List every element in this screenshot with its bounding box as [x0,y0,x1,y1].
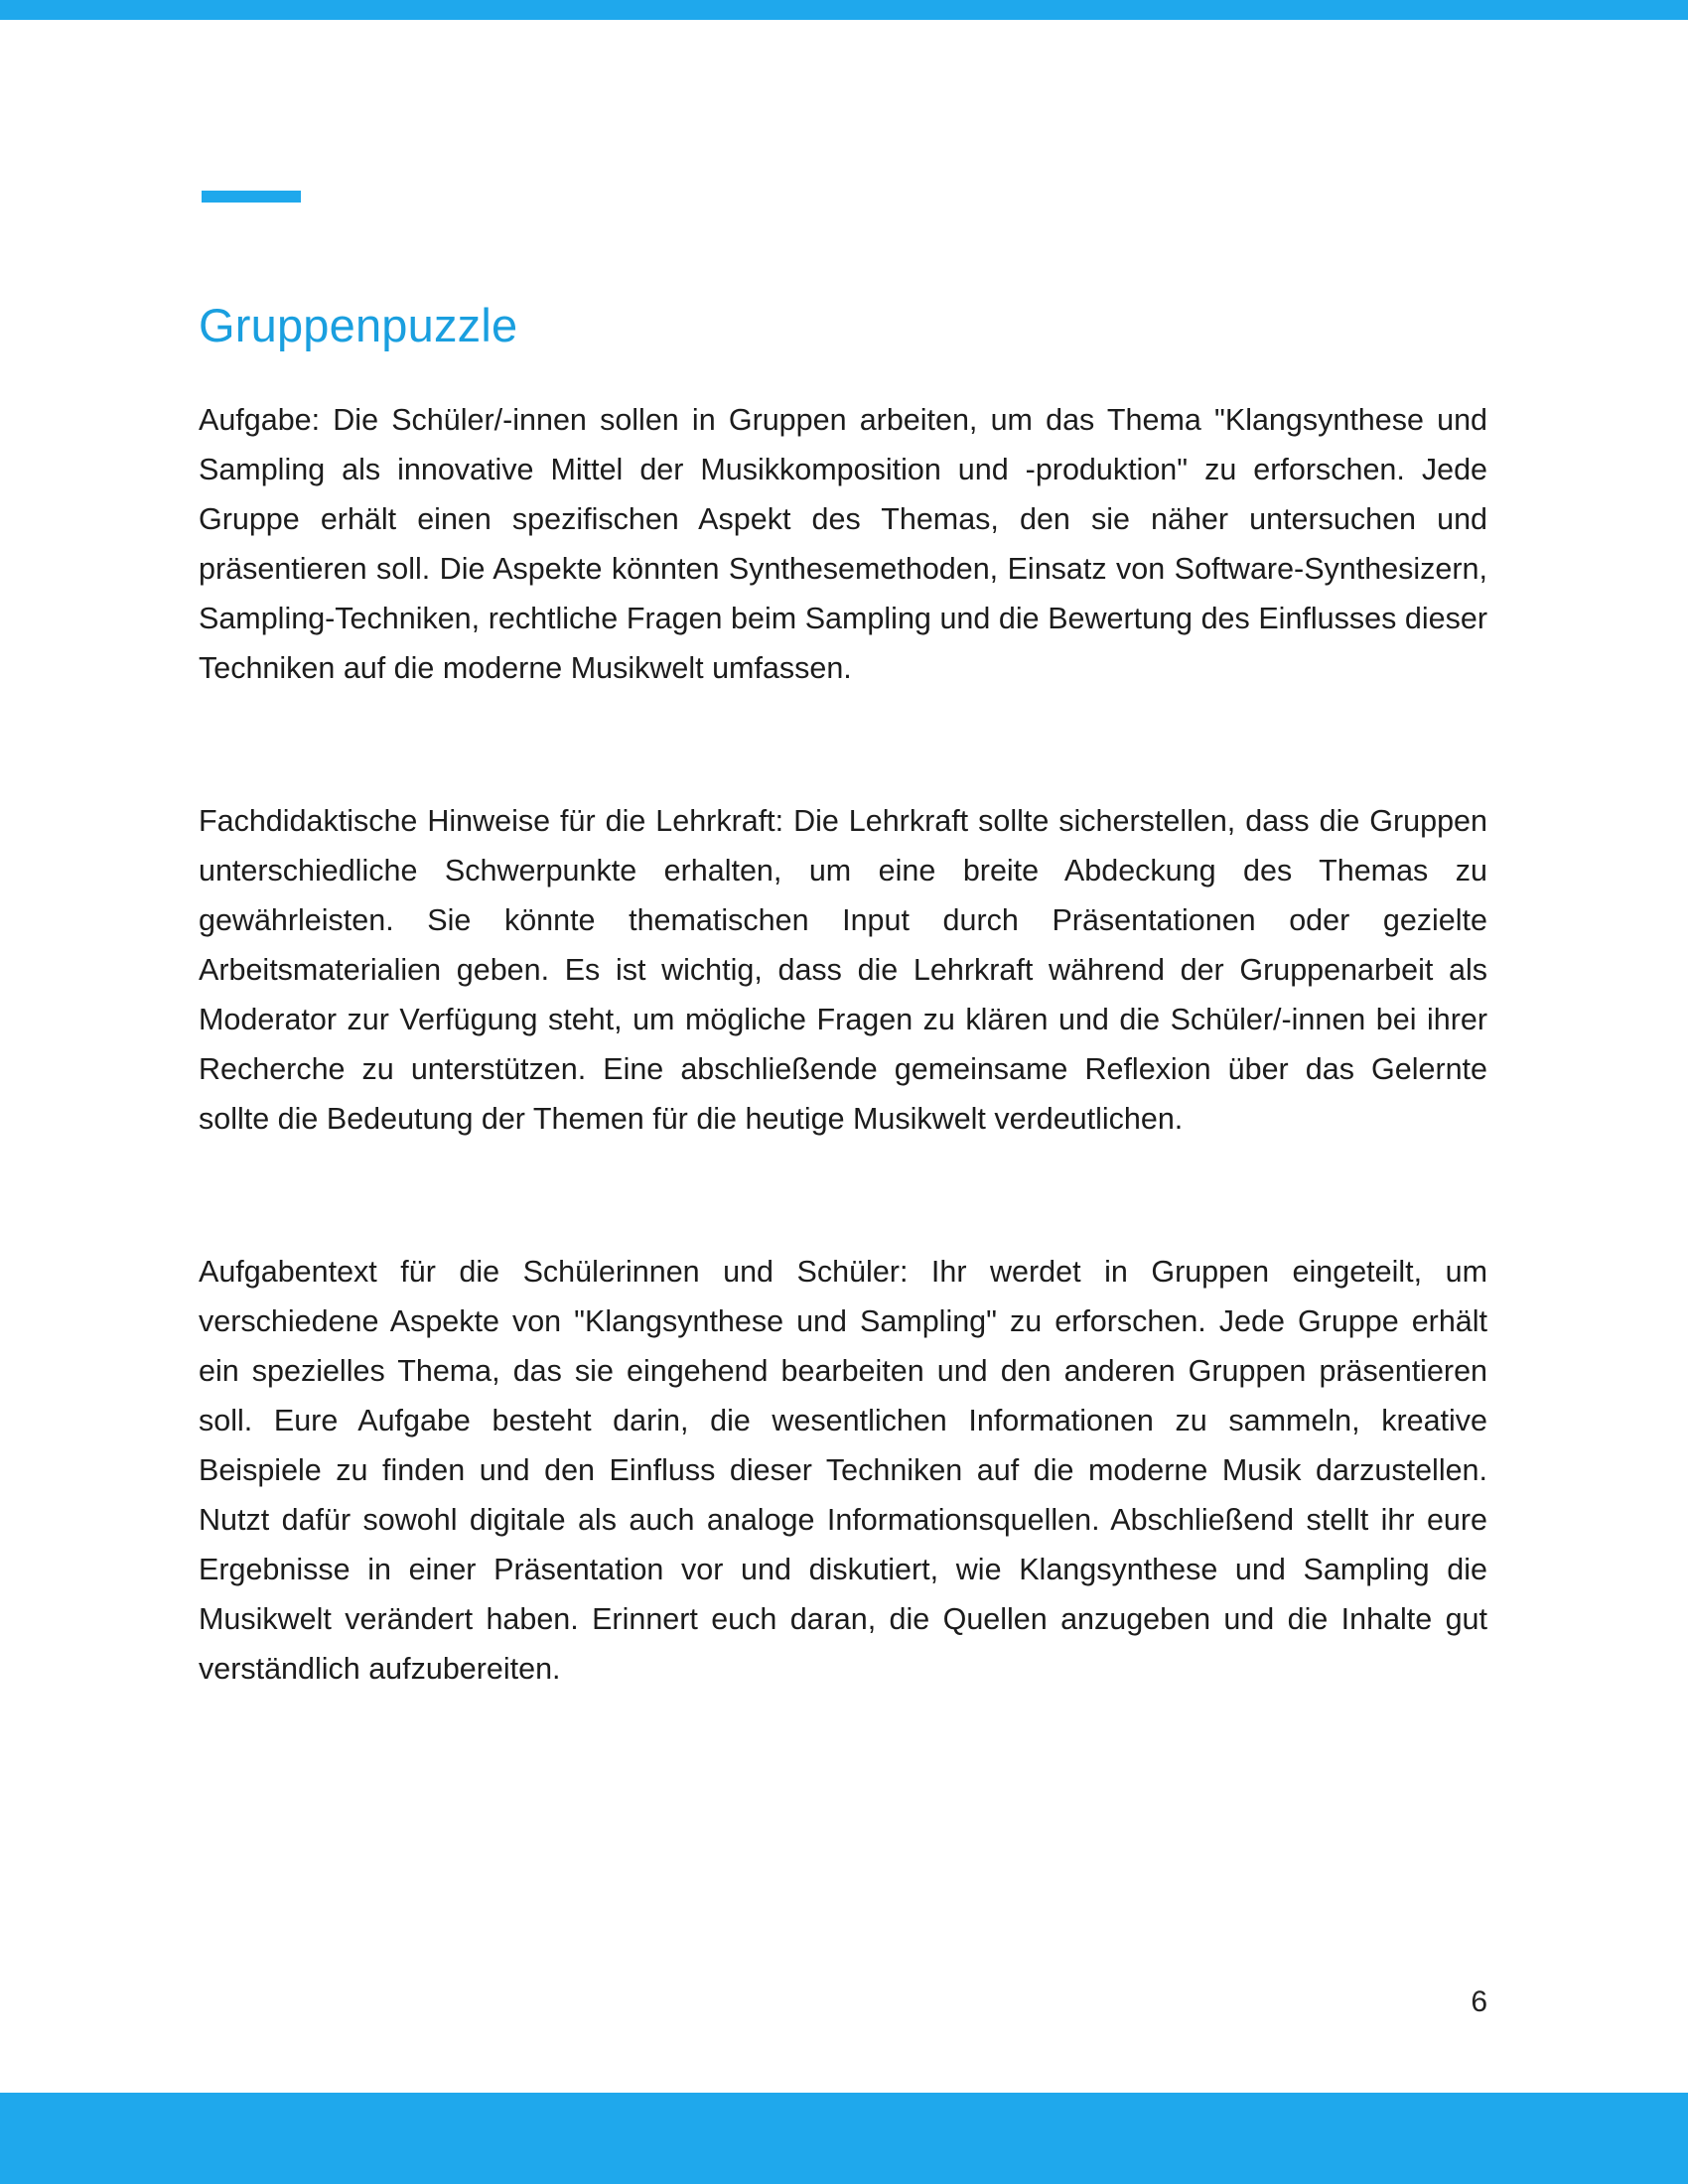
paragraph-fachdidaktische-hinweise: Fachdidaktische Hinweise für die Lehrkraft: Die Lehrkraft sollte sicherstellen, dass die Gruppen unterschiedliche Schwerpunkte erhalten, um eine breite Abdeckung des Themas zu gewährleisten. Sie könnte thematischen Input durch Präsentationen oder gezielte Arbeitsmaterialien geben. Es ist wichtig, dass die Lehrkraft während der Gruppenarbeit als Moderator zur Verfügung steht, um mögliche Fragen zu klären und die Schüler/-innen bei ihrer Recherche zu unterstützen. Eine abschließende gemeinsame Reflexion über das Gelernte sollte die Bedeutung der Themen für die heutige Musikwelt verdeutlichen. [199,804,1487,1136]
top-accent-bar [0,0,1688,20]
paragraph-aufgabe: Aufgabe: Die Schüler/-innen sollen in Gruppen arbeiten, um das Thema "Klangsynthese und Sampling als innovative Mittel der Musikkomposition und -produktion" zu erforschen. Jede Gruppe erhält einen spezifischen Aspekt des Themas, den sie näher untersuchen und präsentieren soll. Die Aspekte könnten Synthesemethoden, Einsatz von Software-Synthesizern, Sampling-Techniken, rechtliche Fragen beim Sampling und die Bewertung des Einflusses dieser Techniken auf die moderne Musikwelt umfassen. [199,403,1487,685]
paragraph-aufgabentext: Aufgabentext für die Schülerinnen und Schüler: Ihr werdet in Gruppen eingeteilt, um verschiedene Aspekte von "Klangsynthese und Sampling" zu erforschen. Jede Gruppe erhält ein spezielles Thema, das sie eingehend bearbeiten und den anderen Gruppen präsentieren soll. Eure Aufgabe besteht darin, die wesentlichen Informationen zu sammeln, kreative Beispiele zu finden und den Einfluss dieser Techniken auf die moderne Musik darzustellen. Nutzt dafür sowohl digitale als auch analoge Informationsquellen. Abschließend stellt ihr eure Ergebnisse in einer Präsentation vor und diskutiert, wie Klangsynthese und Sampling die Musikwelt verändert haben. Erinnert euch daran, die Quellen anzugeben und die Inhalte gut verständlich aufzubereiten. [199,1255,1487,1686]
bottom-accent-bar [0,2093,1688,2184]
page-title: Gruppenpuzzle [199,299,518,351]
document-body [199,395,1487,1694]
title-accent-dash [202,191,301,203]
page-number: 6 [1471,1985,1487,2018]
